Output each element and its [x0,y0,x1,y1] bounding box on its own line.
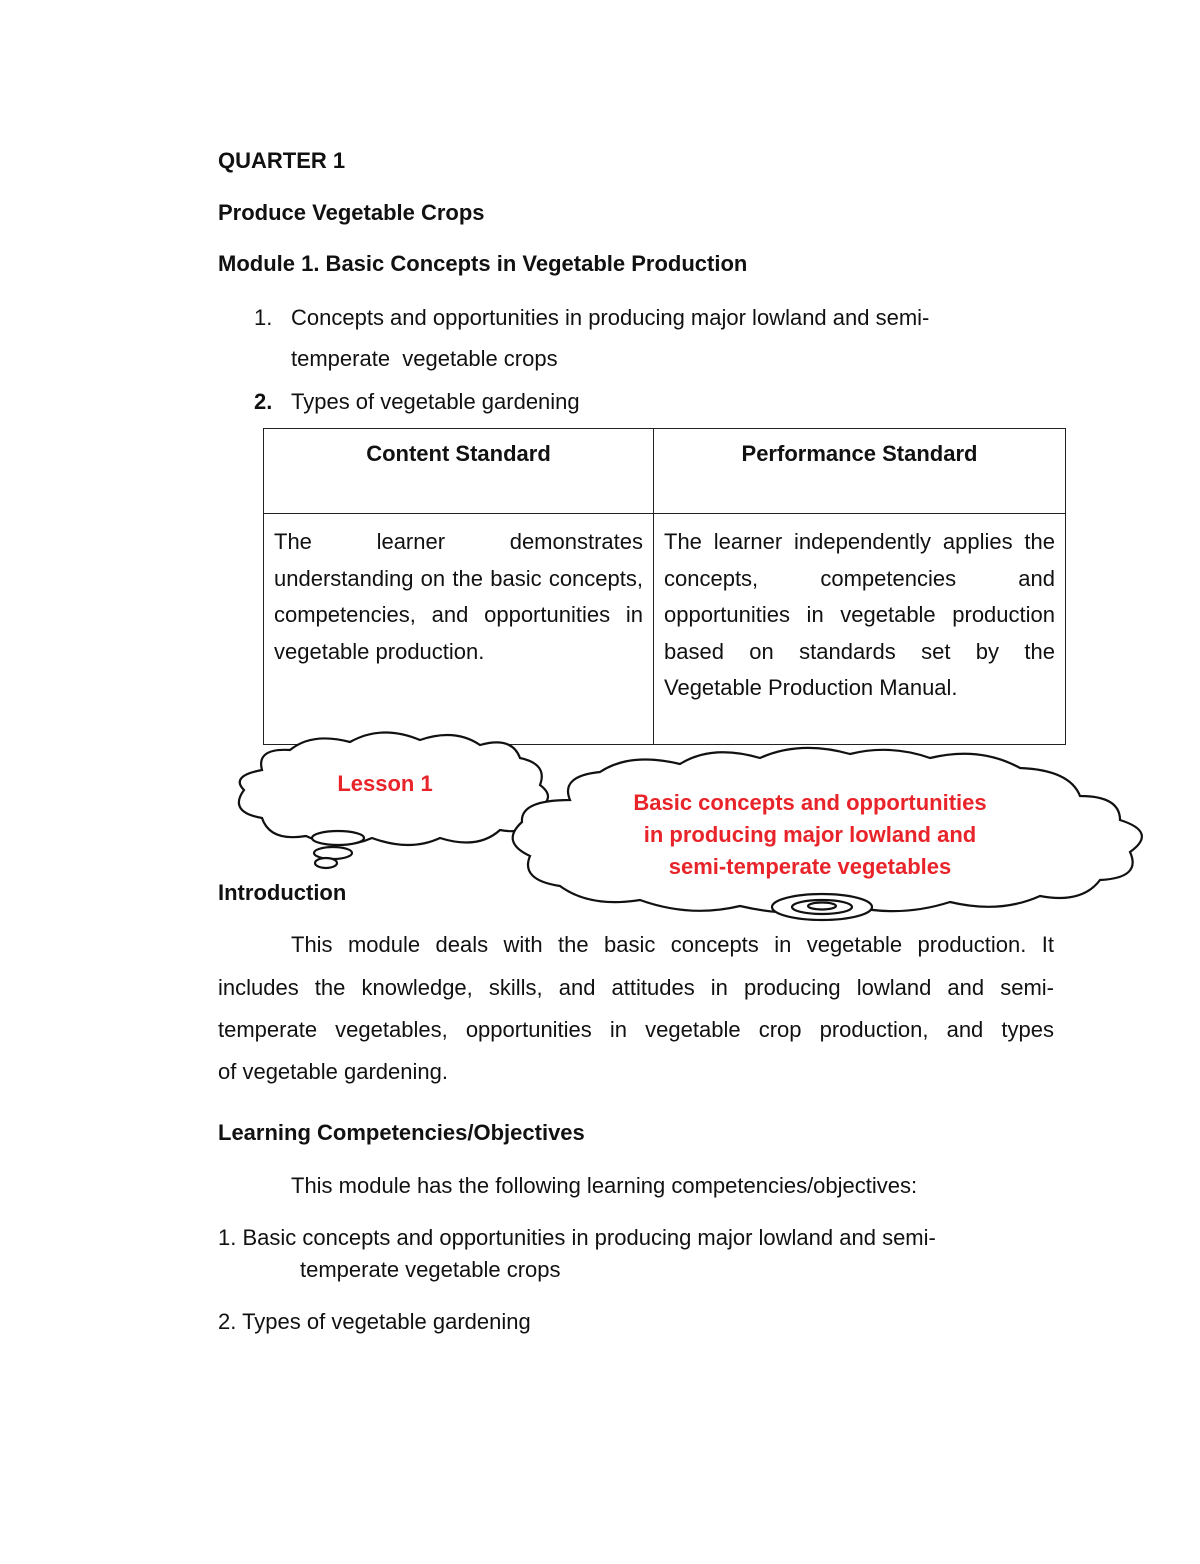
paragraph-line: This module deals with the basic concepts in vegetable production. It [291,932,1054,957]
performance-standard-cell: The learner independently applies the concepts, competencies and opportunities in vegetable production based on standards set by the Vegetable Production Manual. [654,514,1066,745]
paragraph-line: of vegetable gardening. [218,1059,448,1084]
lesson-title-line: Basic concepts and opportunities [633,790,987,815]
thought-bubble-shape [314,847,352,859]
thought-bubble-shape [808,903,836,910]
competencies-intro: This module has the following learning competencies/objectives: [291,1173,918,1198]
topic-number: 1. [254,305,273,330]
competencies-heading: Learning Competencies/Objectives [218,1120,585,1145]
thought-bubble-shape [312,831,364,845]
list-item: 1. Basic concepts and opportunities in producing major lowland and semi- [218,1225,936,1250]
topic-text: Types of vegetable gardening [291,389,580,414]
lesson-title-line: in producing major lowland and [643,822,977,847]
lesson-title [580,787,1040,883]
quarter-heading: QUARTER 1 [218,148,346,173]
lesson-label: Lesson 1 [337,771,433,796]
list-item: temperate vegetable crops [300,1257,561,1282]
performance-standard-header: Performance Standard [654,429,1066,514]
topic-text: temperate vegetable crops [291,346,558,371]
paragraph-line: includes the knowledge, skills, and attitudes in producing lowland and semi- [218,975,1054,1000]
content-standard-cell: The learner demonstrates understanding on the basic concepts, competencies, and opportunities in vegetable production. [264,514,654,745]
list-item: 2. Types of vegetable gardening [218,1309,531,1334]
subject-heading: Produce Vegetable Crops [218,200,485,225]
paragraph-line: temperate vegetables, opportunities in vegetable crop production, and types [218,1017,1054,1042]
content-standard-header: Content Standard [264,429,654,514]
topic-text: Concepts and opportunities in producing major lowland and semi- [291,305,930,330]
module-title: Module 1. Basic Concepts in Vegetable Production [218,251,748,276]
topic-number: 2. [254,389,273,414]
introduction-heading: Introduction [218,880,347,905]
thought-bubble-shape [315,858,337,868]
lesson-title-line: semi-temperate vegetables [668,854,952,879]
